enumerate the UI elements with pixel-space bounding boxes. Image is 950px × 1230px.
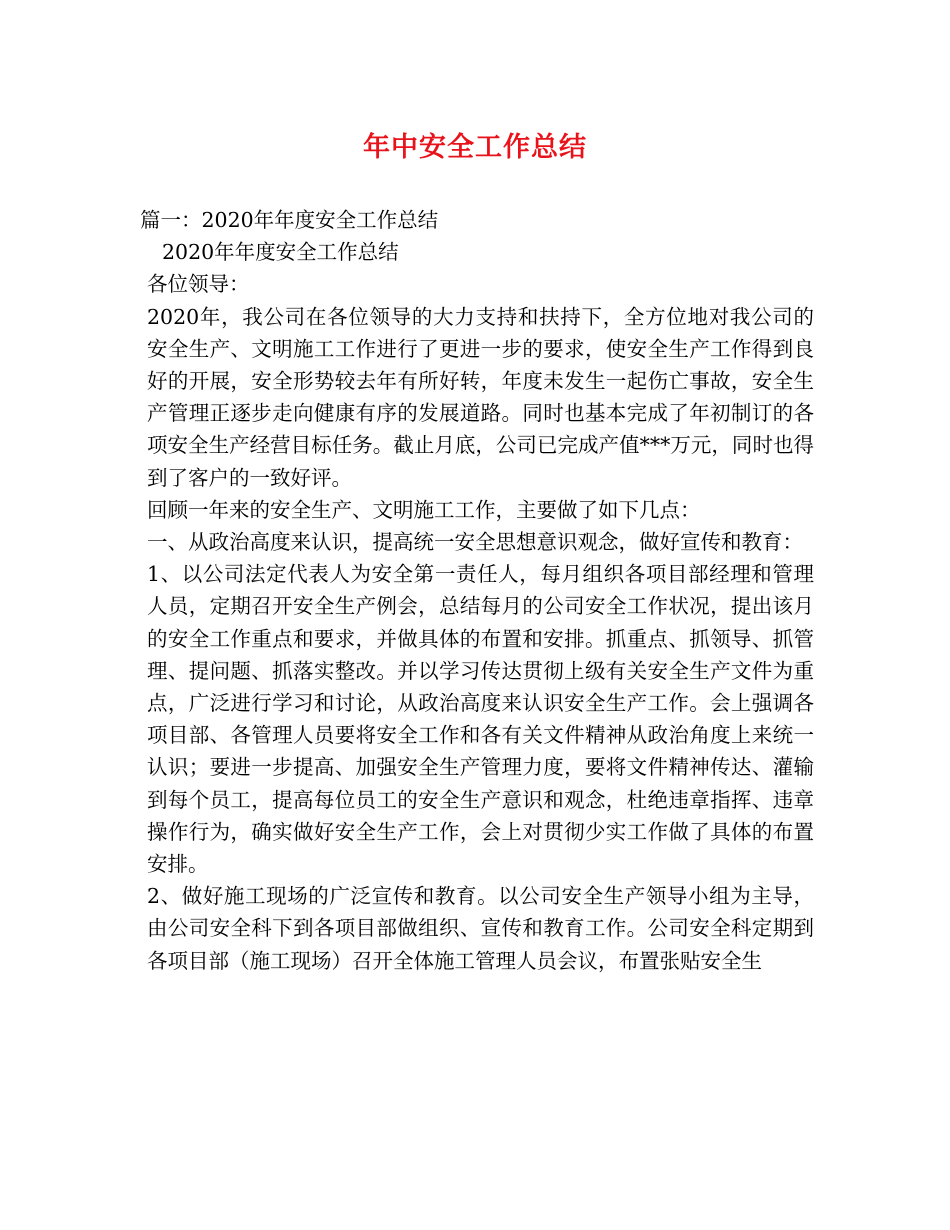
paragraph-point-1-heading: 一、从政治高度来认识，提高统一安全思想意识观念，做好宣传和教育： xyxy=(147,530,803,555)
paragraph-review: 回顾一年来的安全生产、文明施工工作，主要做了如下几点： xyxy=(147,497,701,522)
subtitle: 2020年年度安全工作总结 xyxy=(162,240,399,265)
paragraph-item-1: 1、以公司法定代表人为安全第一责任人，每月组织各项目部经理和管理人员，定期召开安全生产例会，总结每月的公司安全工作状况，提出该月的安全工作重点和要求，并做具体的布置和安排。抓重点、抓领导、抓管理、提问题、抓落实整改。并以学习传达贯彻上级有关安全生产文件为重点，广泛进行学习和讨论，从政治高度来认识安全生产工作。会上强调各项目部、各管理人员要将安全工作和各有关文件精神从政治角度上来统一认识；要进一步提高、加强安全生产管理力度，要将文件精神传达、灌输到每个员工，提高每位员工的安全生产意识和观念，杜绝违章指挥、违章操作行为，确实做好安全生产工作，会上对贯彻少实工作做了具体的布置安排。 xyxy=(147,562,814,877)
document-body xyxy=(140,204,814,977)
document-title: 年中安全工作总结 xyxy=(363,132,587,163)
paragraph-intro: 2020年，我公司在各位领导的大力支持和扶持下，全方位地对我公司的安全生产、文明施工工作进行了更进一步的要求，使安全生产工作得到良好的开展，安全形势较去年有所好转，年度未发生一起伤亡事故，安全生产管理正逐步走向健康有序的发展道路。同时也基本完成了年初制订的各项安全生产经营目标任务。截止月底，公司已完成产值***万元，同时也得到了客户的一致好评。 xyxy=(147,304,814,490)
section-heading: 篇一：2020年年度安全工作总结 xyxy=(140,208,439,232)
paragraph-item-2: 2、做好施工现场的广泛宣传和教育。以公司安全生产领导小组为主导，由公司安全科下到各项目部做组织、宣传和教育工作。公司安全科定期到各项目部（施工现场）召开全体施工管理人员会议，布置张贴安全生 xyxy=(147,884,814,973)
salutation: 各位领导： xyxy=(147,272,250,297)
